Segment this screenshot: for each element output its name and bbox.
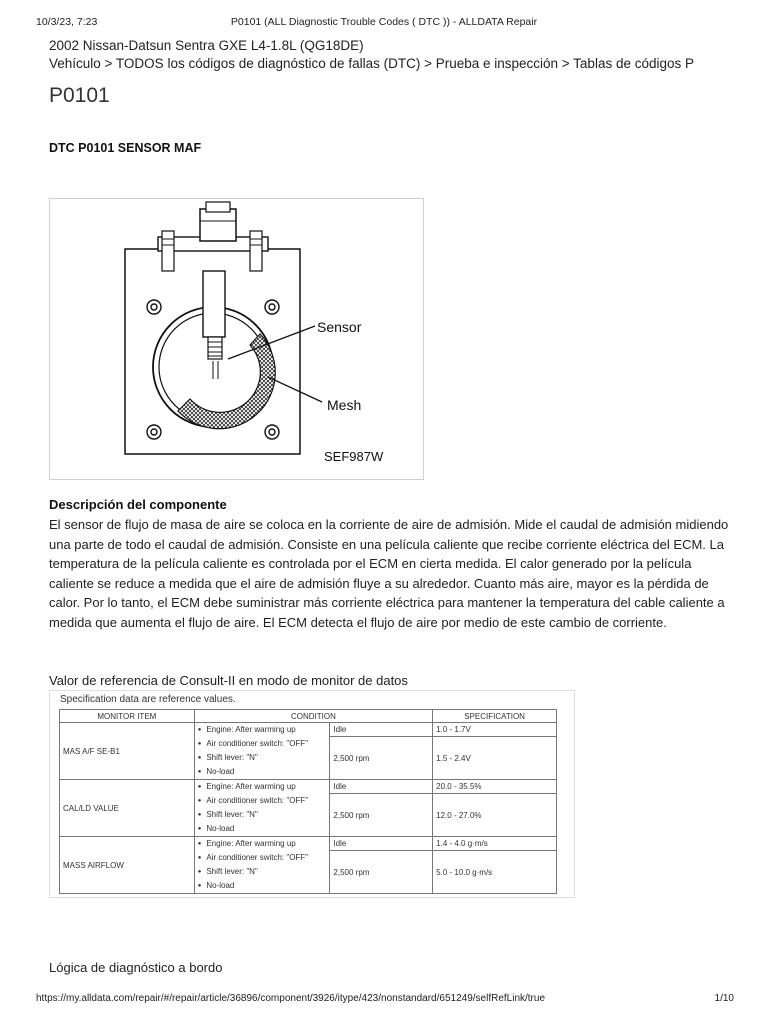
condition-item: ● Shift lever: "N" bbox=[198, 865, 327, 879]
condition-item: ● Engine: After warming up bbox=[198, 837, 327, 851]
spec-table bbox=[59, 709, 557, 894]
condition-idle: Idle bbox=[330, 837, 433, 851]
breadcrumb[interactable]: Vehículo > TODOS los códigos de diagnóstico de fallas (DTC) > Prueba e inspección > Tablas de códigos P bbox=[49, 56, 695, 71]
label-sensor: Sensor bbox=[317, 319, 362, 335]
condition-idle: Idle bbox=[330, 780, 433, 794]
consult-heading: Valor de referencia de Consult-II en modo de monitor de datos bbox=[49, 673, 408, 688]
condition-item: ● No-load bbox=[198, 765, 327, 779]
connector bbox=[200, 209, 236, 241]
spec-idle: 1.0 - 1.7V bbox=[433, 723, 557, 737]
table-row bbox=[60, 780, 557, 794]
spec-note: Specification data are reference values. bbox=[60, 694, 236, 705]
condition-idle: Idle bbox=[330, 723, 433, 737]
dtc-heading: DTC P0101 SENSOR MAF bbox=[49, 141, 202, 155]
monitor-item: MASS AIRFLOW bbox=[60, 837, 195, 894]
condition-list bbox=[194, 837, 330, 894]
obd-heading: Lógica de diagnóstico a bordo bbox=[49, 960, 223, 975]
table-row bbox=[60, 723, 557, 737]
col-condition: CONDITION bbox=[194, 710, 432, 723]
page-title: P0101 bbox=[49, 84, 110, 107]
component-heading: Descripción del componente bbox=[49, 497, 227, 512]
condition-item: ● No-load bbox=[198, 879, 327, 893]
print-page-title: P0101 (ALL Diagnostic Trouble Codes ( DTC )) - ALLDATA Repair bbox=[230, 16, 538, 28]
spec-2500: 5.0 - 10.0 g·m/s bbox=[433, 851, 557, 894]
spec-2500: 12.0 - 27.0% bbox=[433, 794, 557, 837]
spec-table-header bbox=[60, 710, 557, 723]
condition-2500: 2,500 rpm bbox=[330, 794, 433, 837]
maf-sensor-figure bbox=[49, 198, 424, 480]
spec-2500: 1.5 - 2.4V bbox=[433, 737, 557, 780]
table-row bbox=[60, 837, 557, 851]
condition-item: ● Shift lever: "N" bbox=[198, 808, 327, 822]
figure-code: SEF987W bbox=[324, 449, 384, 464]
col-specification: SPECIFICATION bbox=[433, 710, 557, 723]
monitor-item: CAL/LD VALUE bbox=[60, 780, 195, 837]
spec-table-figure bbox=[49, 690, 575, 898]
maf-sensor-diagram bbox=[50, 199, 423, 479]
vehicle-name: 2002 Nissan-Datsun Sentra GXE L4-1.8L (QG18DE) bbox=[49, 38, 364, 53]
condition-list bbox=[194, 780, 330, 837]
component-description: El sensor de flujo de masa de aire se coloca en la corriente de aire de admisión. Mide el caudal de admisión midiendo una parte de todo el caudal de admisión. Consiste en una película caliente que recibe corriente eléctrica del ECM. La temperatura de la película caliente es controlada por el ECM en cierta medida. El calor generado por la película caliente se reduce a medida que el aire de admisión fluye a su alrededor. Cuanto más aire, mayor es la pérdida de calor. Por lo tanto, el ECM debe suministrar más corriente eléctrica para mantener la temperatura del cable caliente a medida que aumenta el flujo de aire. El ECM detecta el flujo de aire por medio de este cambio de corriente. bbox=[49, 517, 729, 630]
condition-list bbox=[194, 723, 330, 780]
page-url[interactable]: https://my.alldata.com/repair/#/repair/article/36896/component/3926/itype/423/nonstandard/651249/selfRefLink/true bbox=[36, 993, 546, 1004]
spec-idle: 1.4 - 4.0 g·m/s bbox=[433, 837, 557, 851]
condition-item: ● Air conditioner switch: "OFF" bbox=[198, 794, 327, 808]
monitor-item: MAS A/F SE-B1 bbox=[60, 723, 195, 780]
condition-item: ● Engine: After warming up bbox=[198, 780, 327, 794]
condition-2500: 2,500 rpm bbox=[330, 737, 433, 780]
mesh-leader-line bbox=[268, 377, 322, 402]
spec-idle: 20.0 - 35.5% bbox=[433, 780, 557, 794]
page-number: 1/10 bbox=[714, 993, 734, 1004]
condition-item: ● Engine: After warming up bbox=[198, 723, 327, 737]
condition-item: ● Shift lever: "N" bbox=[198, 751, 327, 765]
condition-2500: 2,500 rpm bbox=[330, 851, 433, 894]
sensor-element bbox=[203, 271, 225, 337]
col-monitor-item: MONITOR ITEM bbox=[60, 710, 195, 723]
condition-item: ● No-load bbox=[198, 822, 327, 836]
label-mesh: Mesh bbox=[327, 397, 362, 413]
condition-item: ● Air conditioner switch: "OFF" bbox=[198, 851, 327, 865]
condition-item: ● Air conditioner switch: "OFF" bbox=[198, 737, 327, 751]
print-header bbox=[0, 16, 768, 30]
print-datetime: 10/3/23, 7:23 bbox=[36, 16, 98, 28]
